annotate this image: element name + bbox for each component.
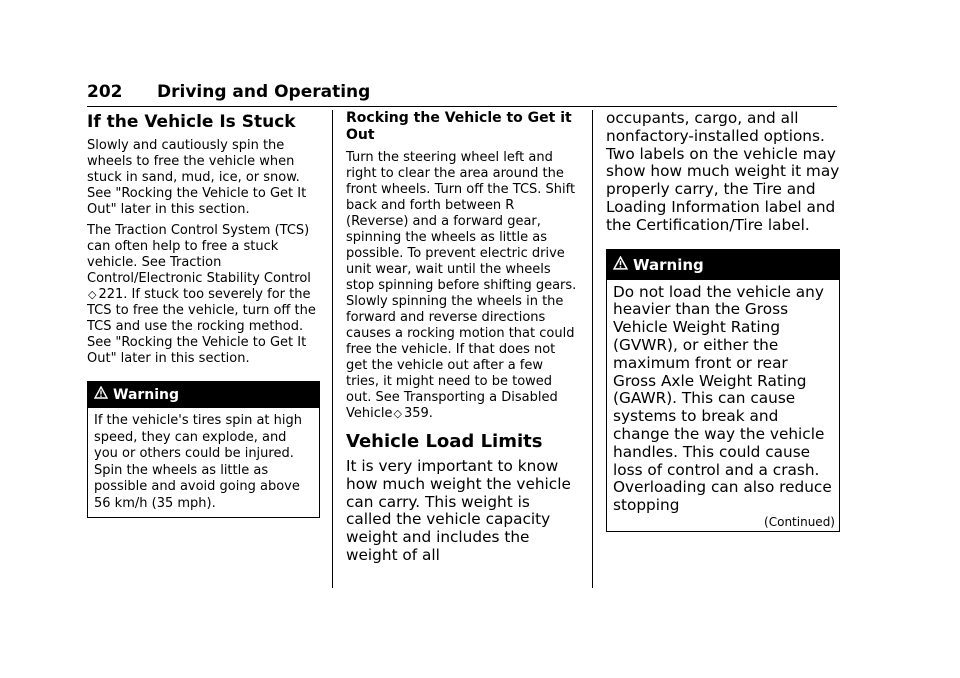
warning-triangle-icon [94,382,108,408]
paragraph: The Traction Control System (TCS) can often help to free a stuck vehicle. See Traction Control/Electronic Stability Control◇ 221. If stuck too severely for the TCS to free the vehicle, turn off the TCS and use the rocking method. See "Rocking the Vehicle to Get It Out" later in this section. [87,223,316,366]
page-ref-icon: ◇ [393,407,402,420]
column-1 [87,110,320,518]
paragraph: Slowly and cautiously spin the wheels to free the vehicle when stuck in sand, mud, ice, or snow. See "Rocking the Vehicle to Get It Out" later in this section. [87,138,307,217]
warning-box [606,249,840,532]
column-3 [606,110,840,532]
continued-label: (Continued) [764,514,835,529]
section-heading-load-limits: Vehicle Load Limits [346,431,543,452]
column-2 [346,110,578,565]
column-divider [592,110,593,588]
section-heading-stuck: If the Vehicle Is Stuck [87,112,296,132]
warning-text: Do not load the vehicle any heavier than the Gross Vehicle Weight Rating (GVWR), or either the maximum front or rear Gross Axle Weight Rating (GAWR). This can cause systems to break and change the way the vehicle handles. This could cause loss of control and a crash. Overloading can also reduce stopping [613,282,832,515]
warning-header [607,250,839,280]
page-ref-link[interactable]: 221 [98,287,124,302]
page-ref-link[interactable]: 359 [403,406,429,421]
paragraph: occupants, cargo, and all nonfactory-installed options. Two labels on the vehicle may show how much weight it may properly carry, the Tire and Loading Information label and the Certification/Tire label. [606,109,840,234]
warning-text: If the vehicle's tires spin at high speed, they can explode, and you or others could be injured. Spin the wheels as little as possible and avoid going above 56 km/h (35 mph). [94,413,303,511]
page-number: 202 [87,82,123,102]
paragraph: Turn the steering wheel left and right to clear the area around the front wheels. Turn off the TCS. Shift back and forth between R (Reverse) and a forward gear, spinning the wheels as little as possible. To prevent electric drive unit wear, wait until the wheels stop spinning before shifting gears. Slowly spinning the wheels in the forward and reverse directions causes a rocking motion that could free the vehicle. If that does not get the vehicle out after a few tries, it might need to be towed out. See Transporting a Disabled Vehicle◇ 359. [346,150,577,421]
warning-title: Warning [113,387,180,403]
warning-header [88,382,319,408]
section-heading-rocking: Rocking the Vehicle to Get it Out [346,110,572,143]
paragraph: It is very important to know how much weight the vehicle can carry. This weight is called the vehicle capacity weight and includes the weight of all [346,457,571,564]
column-divider [332,110,333,588]
chapter-title: Driving and Operating [157,82,371,102]
warning-triangle-icon [613,250,628,280]
warning-title: Warning [633,255,704,274]
page-header [87,82,837,107]
page-ref-icon: ◇ [88,288,97,301]
warning-box [87,381,320,518]
